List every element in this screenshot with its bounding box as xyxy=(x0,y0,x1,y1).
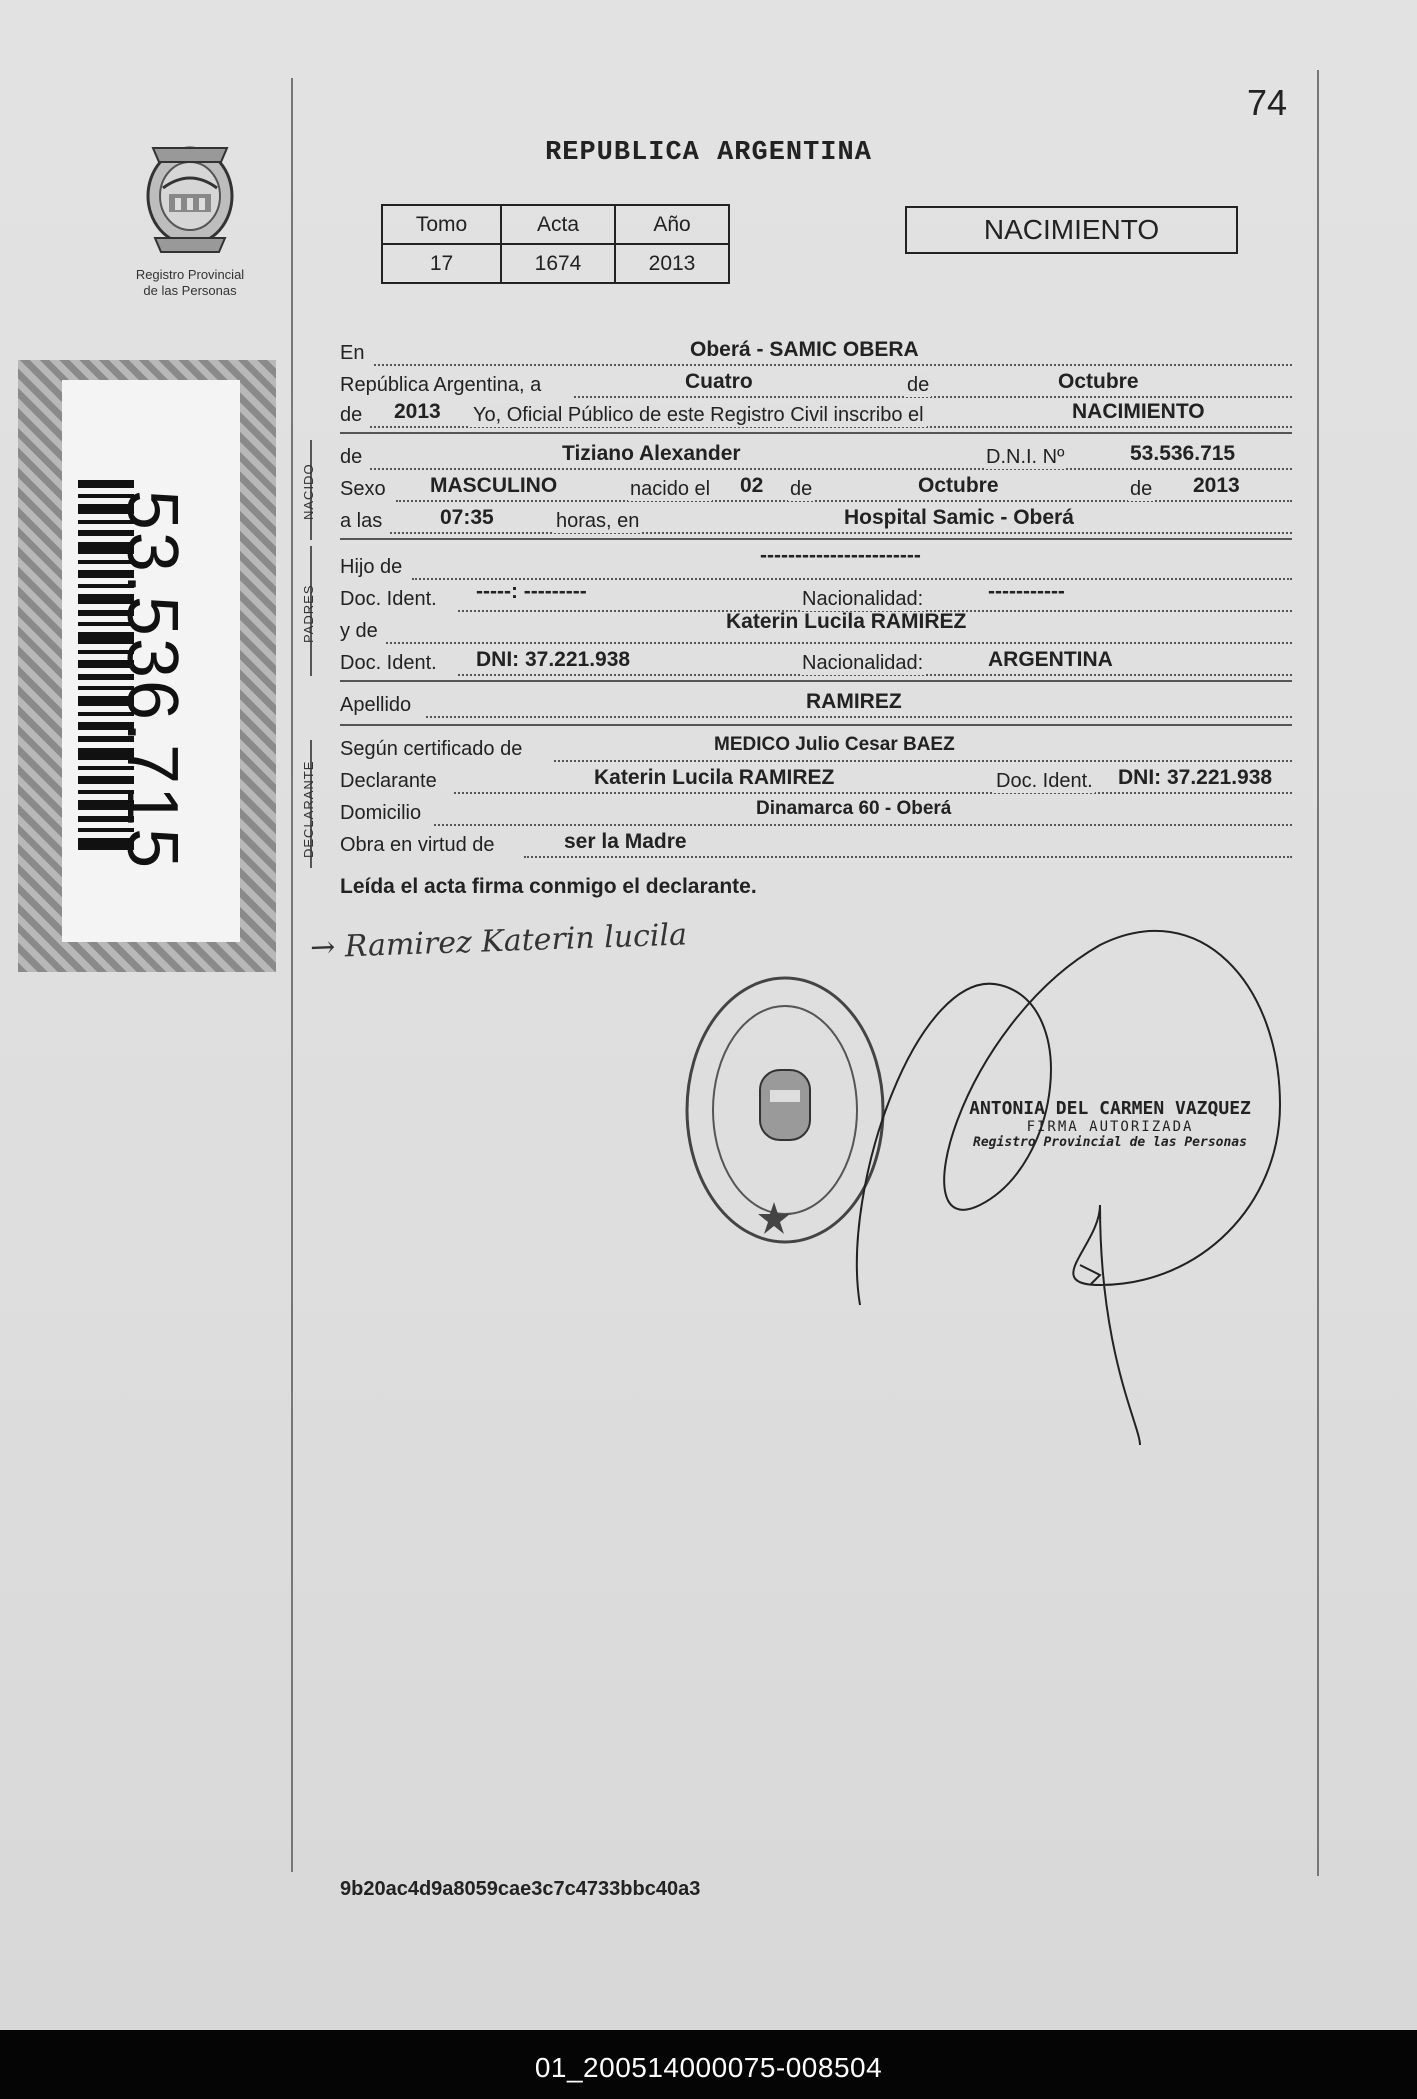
row-child-name xyxy=(340,442,1292,472)
child-name: Tiziano Alexander xyxy=(562,442,741,465)
inscribe-text: Yo, Oficial Público de este Registro Civil inscribo el xyxy=(470,404,927,427)
row-declarant xyxy=(340,766,1292,796)
section-label-nacido: NACIDO xyxy=(301,463,316,520)
father-name: ----------------------- xyxy=(760,544,921,567)
header-ano: Año xyxy=(615,205,729,244)
birth-month: Octubre xyxy=(918,474,999,497)
row-time-place xyxy=(340,506,1292,536)
registry-logo xyxy=(120,128,260,299)
birth-year: 2013 xyxy=(1193,474,1240,497)
row-surname xyxy=(340,690,1292,720)
row-date xyxy=(340,370,1292,400)
father-doc: -----: --------- xyxy=(476,580,587,603)
year-value: 2013 xyxy=(394,400,441,423)
dotted-line xyxy=(396,500,1292,502)
section-divider xyxy=(340,538,1292,540)
registry-label: Registro Provincial de las Personas xyxy=(135,267,245,298)
doc-ident-label: Doc. Ident. xyxy=(340,588,437,610)
row-certificate xyxy=(340,734,1292,764)
republic-label: República Argentina, a xyxy=(340,374,542,396)
arrow-icon: → xyxy=(309,929,346,966)
domicilio-label: Domicilio xyxy=(340,802,422,824)
section-divider xyxy=(340,432,1292,434)
dotted-line xyxy=(524,856,1292,858)
header-tomo: Tomo xyxy=(382,205,501,244)
dotted-line xyxy=(390,532,1292,534)
row-mother-doc xyxy=(340,648,1292,678)
dotted-line xyxy=(554,760,1292,762)
dotted-line xyxy=(374,364,1292,366)
volume-table xyxy=(381,204,730,284)
document-hash: 9b20ac4d9a8059cae3c7c4733bbc40a3 xyxy=(340,1878,701,1900)
a-las-label: a las xyxy=(340,510,383,532)
value-tomo: 17 xyxy=(382,244,501,283)
act-value: NACIMIENTO xyxy=(1072,400,1205,423)
row-inscribe xyxy=(340,400,1292,430)
de-label: de xyxy=(907,374,930,396)
certificate-value: MEDICO Julio Cesar BAEZ xyxy=(714,734,955,755)
record-type-box: NACIMIENTO xyxy=(905,206,1238,254)
mother-doc: DNI: 37.221.938 xyxy=(476,648,631,671)
table-header-row xyxy=(382,205,729,244)
province-coat-of-arms-icon xyxy=(135,128,245,258)
nacido-el-label: nacido el xyxy=(630,478,711,500)
address-value: Dinamarca 60 - Oberá xyxy=(756,798,952,819)
de-label-3: de xyxy=(1130,478,1153,500)
section-label-declarante: DECLARANTE xyxy=(301,760,316,858)
sex-value: MASCULINO xyxy=(430,474,558,497)
obra-label: Obra en virtud de xyxy=(340,834,495,856)
header-acta: Acta xyxy=(501,205,615,244)
right-margin-rule xyxy=(1317,70,1319,1876)
handwritten-name: Ramirez Katerin lucila xyxy=(344,917,688,965)
birth-place: Hospital Samic - Oberá xyxy=(844,506,1074,529)
closing-statement: Leída el acta firma conmigo el declarante. xyxy=(340,875,757,898)
official-office: Registro Provincial de las Personas xyxy=(973,1135,1247,1150)
dotted-line xyxy=(434,824,1292,826)
barcode-number: 53.536.715 xyxy=(112,489,192,871)
surname-value: RAMIREZ xyxy=(806,690,902,713)
row-capacity xyxy=(340,830,1292,860)
declarant-doc: DNI: 37.221.938 xyxy=(1118,766,1273,789)
de-label: de xyxy=(340,446,363,468)
row-mother-name xyxy=(340,610,1292,646)
de-year-label: de xyxy=(340,404,363,426)
birth-time: 07:35 xyxy=(440,506,494,529)
place-value: Oberá - SAMIC OBERA xyxy=(690,338,919,361)
birth-day: 02 xyxy=(740,474,764,497)
dni-label: D.N.I. Nº xyxy=(986,446,1065,468)
dotted-line xyxy=(426,716,1292,718)
dotted-line xyxy=(454,792,1292,794)
doc-ident-label: Doc. Ident. xyxy=(340,652,437,674)
section-divider xyxy=(340,724,1292,726)
row-place xyxy=(340,338,1292,368)
capacity-value: ser la Madre xyxy=(564,830,687,853)
nationality-label: Nacionalidad: xyxy=(802,588,924,610)
row-father-name xyxy=(340,544,1292,582)
table-value-row xyxy=(382,244,729,283)
certificado-label: Según certificado de xyxy=(340,738,523,760)
y-de-label: y de xyxy=(340,620,378,642)
de-label-2: de xyxy=(790,478,813,500)
father-nationality: ----------- xyxy=(988,580,1065,603)
row-sex-birth xyxy=(340,474,1292,504)
row-address xyxy=(340,798,1292,828)
official-name: ANTONIA DEL CARMEN VAZQUEZ xyxy=(969,1098,1251,1119)
left-margin-rule xyxy=(291,78,293,1872)
apellido-label: Apellido xyxy=(340,694,412,716)
dotted-line xyxy=(386,642,1292,644)
country-title: REPUBLICA ARGENTINA xyxy=(545,138,872,168)
declarant-name: Katerin Lucila RAMIREZ xyxy=(594,766,835,789)
nationality-label: Nacionalidad: xyxy=(802,652,924,674)
mother-name: Katerin Lucila RAMIREZ xyxy=(726,610,967,633)
hijo-de-label: Hijo de xyxy=(340,556,403,578)
page-number: 74 xyxy=(1247,82,1288,123)
section-label-padres: PADRES xyxy=(301,584,316,643)
mother-nationality: ARGENTINA xyxy=(988,648,1113,671)
declarante-label: Declarante xyxy=(340,770,437,792)
doc-ident-label: Doc. Ident. xyxy=(996,770,1093,792)
value-acta: 1674 xyxy=(501,244,615,283)
day-value: Cuatro xyxy=(685,370,753,393)
dotted-line xyxy=(574,396,1292,398)
value-ano: 2013 xyxy=(615,244,729,283)
official-role: FIRMA AUTORIZADA xyxy=(1026,1119,1194,1135)
signature-scribble-icon xyxy=(840,905,1310,1445)
month-value: Octubre xyxy=(1058,370,1139,393)
file-id: 01_200514000075-008504 xyxy=(534,2052,883,2083)
horas-en-label: horas, en xyxy=(556,510,640,532)
sexo-label: Sexo xyxy=(340,478,386,500)
child-dni: 53.536.715 xyxy=(1130,442,1236,465)
en-label: En xyxy=(340,342,365,364)
official-stamp xyxy=(960,1098,1260,1150)
section-divider xyxy=(340,680,1292,682)
dotted-line xyxy=(370,468,1292,470)
